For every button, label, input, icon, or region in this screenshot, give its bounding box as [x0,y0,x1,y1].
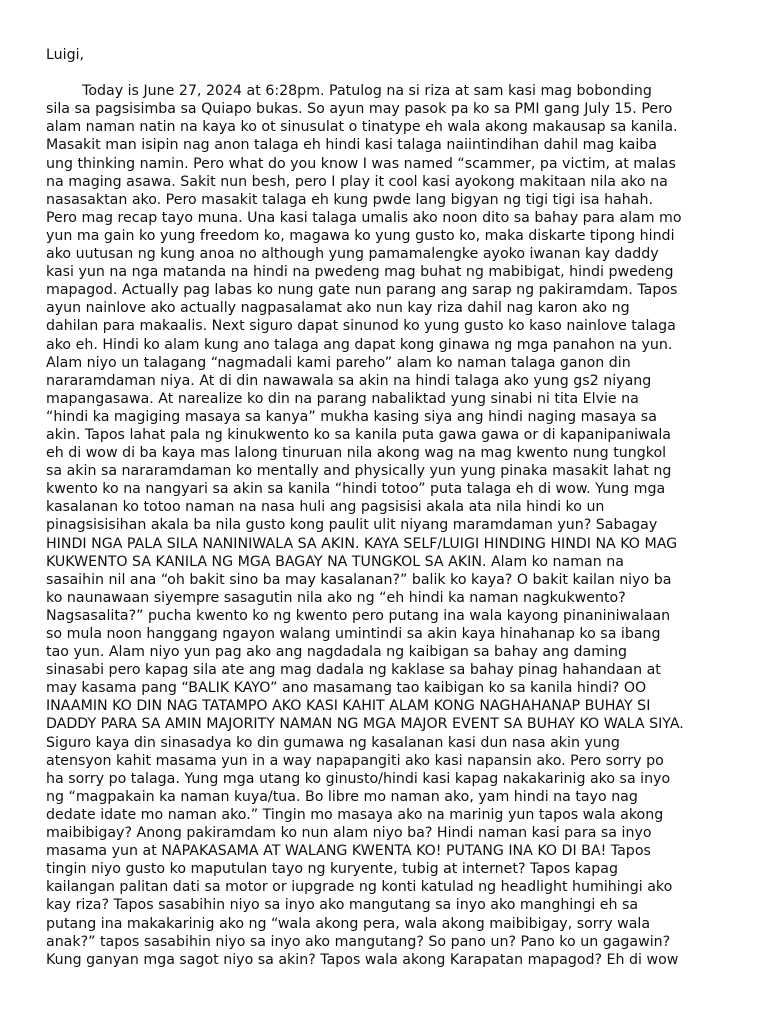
text-line: eh di wow di ba kaya mas lalong tinuruan nila akong wag na mag kwento nung tungkol [46,445,667,462]
text-line: dedate idate mo naman ako.” Tingin mo masaya ako na marinig yun tapos wala akong [46,806,664,823]
text-line: ko naunawaan siyempre sasagutin nila ako ng “eh hindi ka naman nagkukwento? [46,589,626,606]
text-line: kasalanan ko totoo naman na nasa huli ang pagsisisi akala ata nila hindi ko un [46,499,605,516]
text-line: ako uutusan ng kung anoa no although yung pamamalengke ayoko iwanan kay daddy [46,246,659,263]
text-line: tao yun. Alam niyo yun pag ako ang nagdadala ng kaibigan sa bahay ang daming [46,644,627,661]
text-line: kay riza? Tapos sasabihin niyo sa inyo ako mangutang sa inyo ako manghingi eh sa [46,897,639,914]
text-line: Kung ganyan mga sagot niyo sa akin? Tapos wala akong Karapatan mapagod? Eh di wow [46,951,679,968]
text-line: yun ma gain ko yung freedom ko, magawa ko yung gusto ko, maka diskarte tipong hindi [46,227,675,244]
paragraph [46,82,746,969]
text-line: mapangasawa. At narealize ko din na parang nabaliktad yung sinabi ni tita Elvie na [46,390,639,407]
text-line: Masakit man isipin nag anon talaga eh hindi kasi talaga naiintindihan dahil mag kaiba [46,137,657,154]
text-line: so mula noon hanggang ngayon walang umintindi sa akin kaya hinahanap ko sa ibang [46,626,661,642]
text-line: kwento ko na nangyari sa akin sa kanila “hindi totoo” puta talaga eh di wow. Yung mga [46,481,666,498]
text-line: atensyon kahit masama yun in a way napapangiti ako kasi napansin ako. Pero sorry po [46,752,664,769]
text-line: ng “magpakain ka naman kuya/tua. Bo libre mo naman ako, yam hindi na tayo nag [46,788,638,805]
text-line: na maging asawa. Sakit nun besh, pero I play it cool kasi ayokong makitaan nila ako na [46,173,668,190]
text-line: Pero mag recap tayo muna. Una kasi talaga umalis ako noon dito sa bahay para alam mo [46,209,682,226]
text-line: Alam niyo un talagang “nagmadali kami pareho” alam ko naman talaga ganon din [46,354,631,371]
text-line: nasasaktan ako. Pero masakit talaga eh kung pwde lang bigyan ng tigi tigi isa hahah. [46,191,653,208]
text-line: dahilan para makaalis. Next siguro dapat sinunod ko yung gusto ko kaso nainlove talaga [46,318,676,335]
text-line: kailangan palitan dati sa motor or iupgrade ng konti katulad ng headlight humihingi ako [46,879,673,896]
text-line: DADDY PARA SA AMIN MAJORITY NAMAN NG MGA MAJOR EVENT SA BUHAY KO WALA SIYA. [46,716,684,733]
letter-body [46,46,746,969]
text-line: kasi yun na nga matanda na hindi na pwedeng mag buhat ng mabibigat, hindi pwedeng [46,264,674,281]
text-line: mapagod. Actually pag labas ko nung gate nun parang ang sarap ng pakiramdam. Tapos [46,282,678,299]
text-line: “hindi ka magiging masaya sa kanya” mukha kasing siya ang hindi naging masaya sa [46,408,657,425]
text-line: KUKWENTO SA KANILA NG MGA BAGAY NA TUNGKOL SA AKIN. Alam ko naman na [46,553,624,570]
text-line: maibibigay? Anong pakiramdam ko nun alam niyo ba? Hindi naman kasi para sa inyo [46,825,652,842]
text-line: alam naman natin na kaya ko ot sinusulat o tinatype eh wala akong makausap sa kanila. [46,119,678,136]
text-line: ayun nainlove ako actually nagpasalamat ako nun kay riza dahil nag karon ako ng [46,300,630,317]
text-line: masama yun at NAPAKASAMA AT WALANG KWENTA KO! PUTANG INA KO DI BA! Tapos [46,843,651,860]
text-line: Today is June 27, 2024 at 6:28pm. Patulog na si riza at sam kasi mag bobonding [46,83,652,100]
text-line: pinagsisisihan akala ba nila gusto kong paulit ulit niyang maramdaman yun? Sabagay [46,517,658,534]
text-line: may kasama pang “BALIK KAYO” ano masamang tao kaibigan ko sa kanila hindi? OO [46,680,647,697]
text-line: ung thinking namin. Pero what do you know I was named “scammer, pa victim, at malas [46,155,676,172]
text-line: ako eh. Hindi ko alam kung ano talaga ang dapat kong ginawa ng mga panahon na yun. [46,336,673,353]
text-line: sa akin sa nararamdaman ko mentally and physically yun yung pinaka masakit lahat ng [46,463,672,480]
text-line: Nagsasalita?” pucha kwento ko ng kwento pero putang ina wala kayong pinaniniwalaan [46,607,671,624]
text-line: tingin niyo gusto ko maputulan tayo ng kuryente, tubig at internet? Tapos kapag [46,861,618,878]
text-line: nararamdaman niya. At di din nawawala sa akin na hindi talaga ako yung gs2 niyang [46,372,652,389]
text-line: INAAMIN KO DIN NAG TATAMPO AKO KASI KAHIT ALAM KONG NAGHAHANAP BUHAY SI [46,698,651,715]
text-line: Siguro kaya din sinasadya ko din gumawa ng kasalanan kasi dun nasa akin yung [46,734,620,751]
salutation: Luigi, [46,47,85,63]
text-line: sila sa pagsisimba sa Quiapo bukas. So ayun may pasok pa ko sa PMI gang July 15. Pero [46,101,673,118]
text-line: anak?” tapos sasabihin niyo sa inyo ako mangutang? So pano un? Pano ko un gagawin? [46,933,671,950]
text-line: akin. Tapos lahat pala ng kinukwento ko sa kanila puta gawa gawa or di kapanipaniwala [46,426,671,443]
text-line: ha sorry po talaga. Yung mga utang ko ginusto/hindi kasi kapag nakakarinig ako sa inyo [46,770,671,787]
text-line: sinasabi pero kapag sila ate ang mag dadala ng kaklase sa bahay pinag hahandaan at [46,662,661,679]
text-line: sasaihin nil ana “oh bakit sino ba may kasalanan?” balik ko kaya? O bakit kailan niyo ba [46,571,672,588]
text-line: putang ina makakarinig ako ng “wala akong pera, wala akong maibibigay, sorry wala [46,915,651,932]
text-line: HINDI NGA PALA SILA NANINIWALA SA AKIN. KAYA SELF/LUIGI HINDING HINDI NA KO MAG [46,535,678,552]
